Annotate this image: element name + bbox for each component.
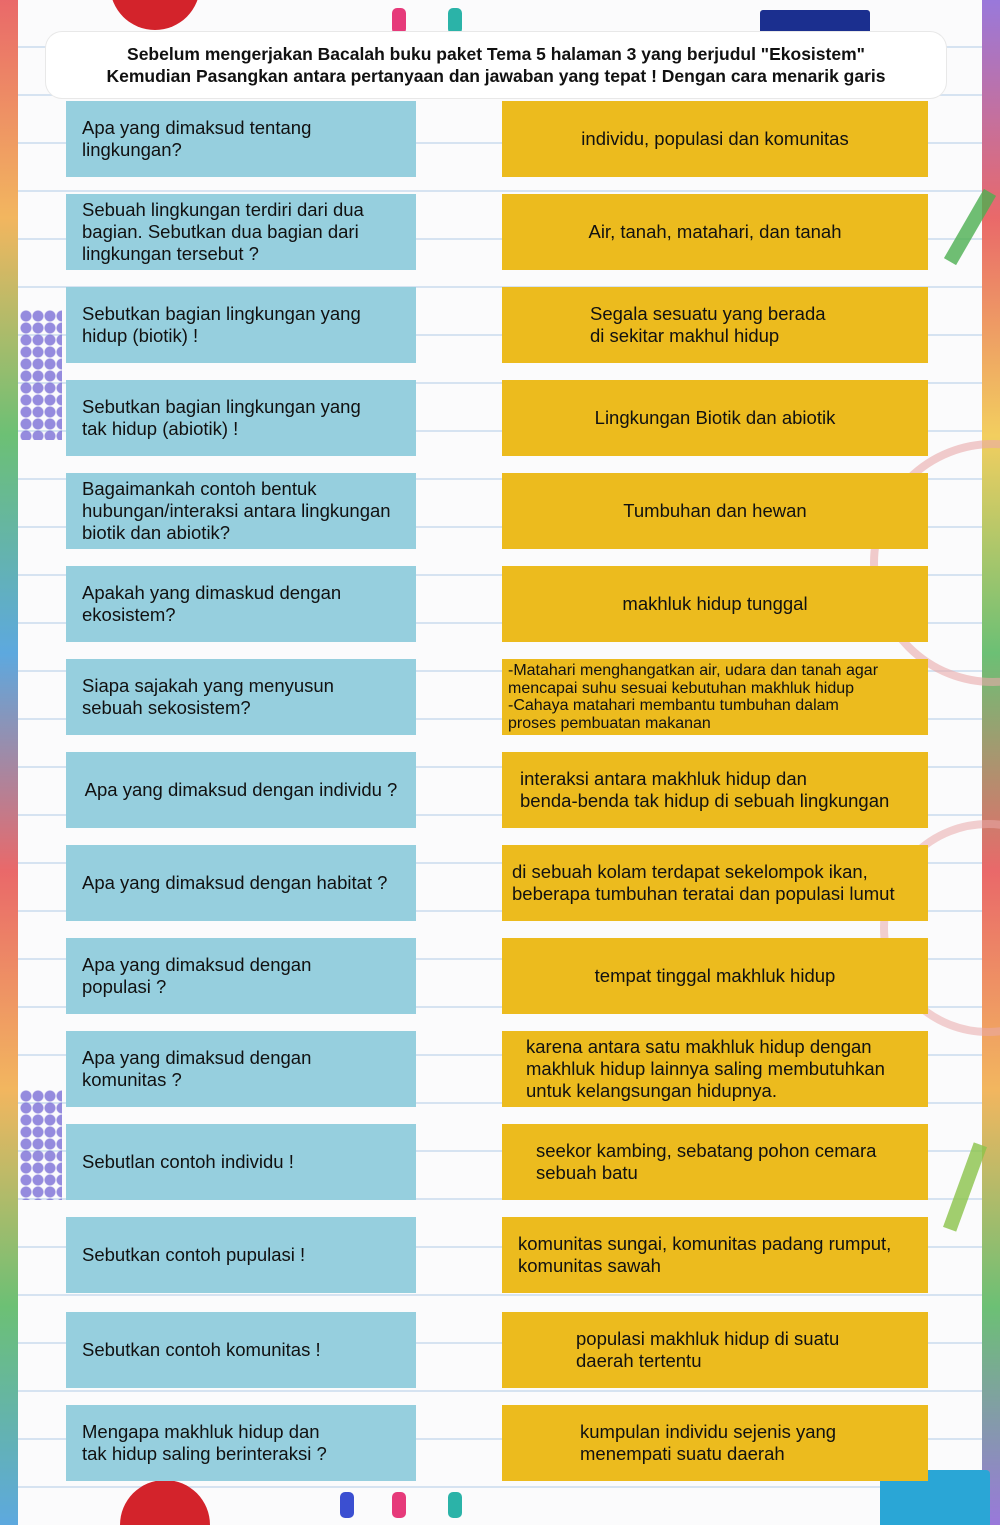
match-row <box>0 1031 1000 1107</box>
question-card[interactable]: Bagaimankah contoh bentuk hubungan/interaksi antara lingkungan biotik dan abiotik? <box>66 473 416 549</box>
answer-card[interactable]: karena antara satu makhluk hidup dengan makhluk hidup lainnya saling membutuhkan untuk kelangsungan hidupnya. <box>502 1031 928 1107</box>
answer-card[interactable]: di sebuah kolam terdapat sekelompok ikan, beberapa tumbuhan teratai dan populasi lumut <box>502 845 928 921</box>
bead-decoration <box>392 8 406 34</box>
answer-card[interactable]: makhluk hidup tunggal <box>502 566 928 642</box>
answer-card[interactable]: Air, tanah, matahari, dan tanah <box>502 194 928 270</box>
answer-card[interactable]: tempat tinggal makhluk hidup <box>502 938 928 1014</box>
match-row <box>0 938 1000 1014</box>
question-card[interactable]: Apa yang dimaksud dengan populasi ? <box>66 938 416 1014</box>
answer-card[interactable]: individu, populasi dan komunitas <box>502 101 928 177</box>
answer-card[interactable]: Tumbuhan dan hewan <box>502 473 928 549</box>
question-card[interactable]: Apa yang dimaksud tentang lingkungan? <box>66 101 416 177</box>
instruction-line-2: Kemudian Pasangkan antara pertanyaan dan jawaban yang tepat ! Dengan cara menarik garis <box>106 66 886 86</box>
answer-card[interactable]: populasi makhluk hidup di suatu daerah tertentu <box>502 1312 928 1388</box>
match-row <box>0 1405 1000 1481</box>
answer-card[interactable]: -Matahari menghangatkan air, udara dan tanah agar mencapai suhu sesuai kebutuhan makhluk hidup -Cahaya matahari membantu tumbuhan dalam proses pembuatan makanan <box>502 659 928 735</box>
question-card[interactable]: Sebutlan contoh individu ! <box>66 1124 416 1200</box>
question-card[interactable]: Apakah yang dimaskud dengan ekosistem? <box>66 566 416 642</box>
question-card[interactable]: Apa yang dimaksud dengan individu ? <box>66 752 416 828</box>
match-row <box>0 1124 1000 1200</box>
answer-card[interactable]: kumpulan individu sejenis yang menempati suatu daerah <box>502 1405 928 1481</box>
answer-card[interactable]: Segala sesuatu yang berada di sekitar makhul hidup <box>502 287 928 363</box>
match-row <box>0 566 1000 642</box>
bead-decoration <box>448 1492 462 1518</box>
question-card[interactable]: Mengapa makhluk hidup dan tak hidup saling berinteraksi ? <box>66 1405 416 1481</box>
answer-card[interactable]: komunitas sungai, komunitas padang rumput, komunitas sawah <box>502 1217 928 1293</box>
question-card[interactable]: Sebutkan bagian lingkungan yang hidup (biotik) ! <box>66 287 416 363</box>
match-row <box>0 845 1000 921</box>
answer-card[interactable]: Lingkungan Biotik dan abiotik <box>502 380 928 456</box>
match-row <box>0 1312 1000 1388</box>
match-row <box>0 473 1000 549</box>
bead-decoration <box>448 8 462 34</box>
answer-card[interactable]: interaksi antara makhluk hidup dan benda-benda tak hidup di sebuah lingkungan <box>502 752 928 828</box>
match-row <box>0 752 1000 828</box>
match-row <box>0 287 1000 363</box>
bead-decoration <box>340 1492 354 1518</box>
match-row <box>0 659 1000 735</box>
bead-decoration <box>392 1492 406 1518</box>
question-card[interactable]: Sebutkan bagian lingkungan yang tak hidup (abiotik) ! <box>66 380 416 456</box>
question-card[interactable]: Sebutkan contoh komunitas ! <box>66 1312 416 1388</box>
question-card[interactable]: Apa yang dimaksud dengan komunitas ? <box>66 1031 416 1107</box>
instruction-header <box>46 32 946 98</box>
answer-card[interactable]: seekor kambing, sebatang pohon cemara sebuah batu <box>502 1124 928 1200</box>
match-row <box>0 194 1000 270</box>
question-card[interactable]: Sebutkan contoh pupulasi ! <box>66 1217 416 1293</box>
instruction-line-1: Sebelum mengerjakan Bacalah buku paket Tema 5 halaman 3 yang berjudul "Ekosistem" <box>127 44 865 64</box>
question-card[interactable]: Sebuah lingkungan terdiri dari dua bagian. Sebutkan dua bagian dari lingkungan tersebut ? <box>66 194 416 270</box>
question-card[interactable]: Apa yang dimaksud dengan habitat ? <box>66 845 416 921</box>
match-row <box>0 101 1000 177</box>
question-card[interactable]: Siapa sajakah yang menyusun sebuah sekosistem? <box>66 659 416 735</box>
match-row <box>0 1217 1000 1293</box>
match-row <box>0 380 1000 456</box>
